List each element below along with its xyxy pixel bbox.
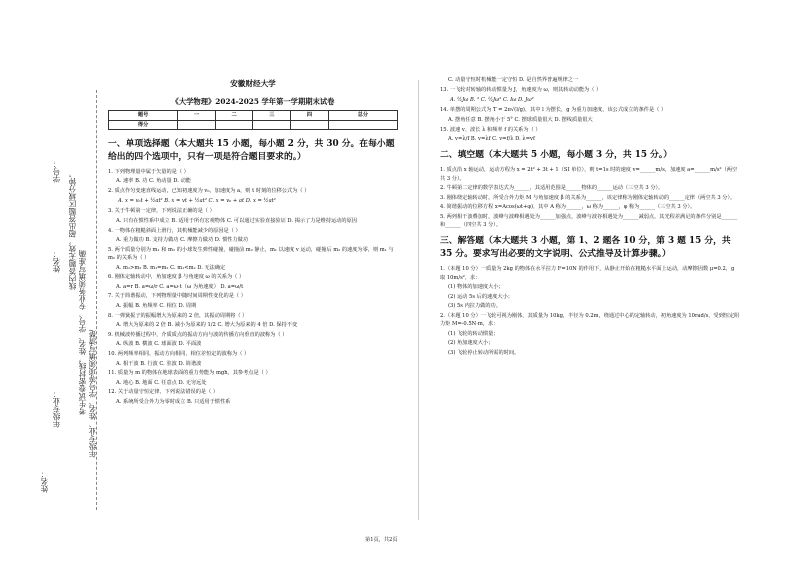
university-name: 安徽财经大学 [230, 79, 276, 88]
problem-part: (2) 角加速度大小； [448, 340, 494, 347]
name-label: 姓名： [52, 250, 61, 273]
fill-item: 5. 两列相干波叠加时，波峰与波峰相遇处为______加强点，波峰与波谷相遇处为______减弱点，其光程差满足的条件分别是______和______（四空共 3 分）。 [440, 213, 738, 229]
score-cell [328, 120, 397, 129]
question-options: A. 地心 B. 地面 C. 任意点 D. 无穷远处 [116, 379, 207, 386]
score-table [108, 110, 398, 129]
seal-line [96, 90, 97, 510]
name-bottom-label: 姓名： [40, 470, 49, 493]
fill-item: 3. 刚体绕定轴转动时，所受合外力矩 M 与角加速度 β 的关系为______，该定律称为刚体定轴转动的______定律（两空共 3 分）。 [440, 194, 736, 201]
question-options: A. 速率 B. 功 C. 角动量 D. 动能 [116, 178, 191, 185]
score-cell [253, 120, 291, 129]
question: 5. 两个质量分别为 m₁ 和 m₂ 的小球发生弹性碰撞，碰撞前 m₂ 静止，m₁ 以速度 v 运动，碰撞后 m₂ 的速度为零，则 m₁ 与 m₂ 的关系为（ ） [108, 246, 394, 261]
problem-part: (3) 5s 内拉力做的功。 [448, 303, 501, 310]
question: 14. 单摆的周期公式为 T = 2π√(l/g)，其中 l 为摆长，g 为重力加速度，该公式成立的条件是（ ） [440, 107, 667, 114]
score-cell [178, 120, 216, 129]
notice-line-2: 考生试卷密封线，姓名、学号、专业务须填写准确 [78, 250, 87, 415]
problem-part: (1) 飞轮的转动惯量； [448, 330, 499, 337]
left-column [108, 80, 398, 407]
notice-line-1: 线内答题无效，超出答题区域分钟， [68, 170, 77, 290]
student-id-label: 学号： [52, 160, 61, 183]
question-options: A. x = v₀t + ½at² B. x = vt + ½at² C. x = v₀ + at D. x = ½at² [118, 198, 276, 205]
section3-heading: 三、解答题（本大题共 3 小题，第 1、2 题各 10 分，第 3 题 15 分，共 35 分。要求写出必要的文字说明、公式推导及计算步骤。） [440, 236, 731, 260]
question: 2. 质点作匀变速直线运动，已知初速度为 v₀，加速度为 a，则 t 时刻的位移公式为（ ） [108, 188, 310, 194]
question: 12. 关于动量守恒定律，下列说法错误的是（ ） [108, 389, 219, 396]
question: 9. 机械波传播过程中，介质质点的振动方向与波的传播方向垂直的波称为（ ） [108, 331, 288, 338]
problem: 1.（本题 10 分）一质量为 2kg 的物体在水平拉力 F=10N 的作用下，从静止开始在粗糙水平面上运动，动摩擦因数 μ=0.2，g 取 10m/s²，求： [440, 266, 735, 281]
question-options: A. 纵波 B. 横波 C. 球面波 D. 平面波 [116, 341, 202, 348]
question: 7. 关于简谐振动，下列物理量中随时间周期性变化的是（ ） [108, 293, 246, 300]
score-cell: 四 [291, 111, 329, 120]
question-options: A. 相干波 B. 行波 C. 驻波 D. 简谐波 [116, 360, 202, 367]
notice-line-3: 年级专业、姓名、学号等项须填写清楚 [88, 330, 97, 458]
question: 6. 刚体定轴转动中，角加速度 β 与角速度 ω 的关系为（ ） [108, 274, 245, 281]
question-options: A. ½Jω B. ² C. ½Jω² C. Iω D. Jω² [450, 97, 534, 104]
score-cell: 一 [178, 111, 216, 120]
section2-heading: 二、填空题（本大题共 5 小题，每小题 3 分，共 15 分。） [440, 150, 672, 161]
question-options: A. m₁>m₂ B. m₁=m₂ C. m₁<m₂ D. 无法确定 [116, 264, 226, 271]
score-cell: 题号 [109, 111, 178, 120]
score-cell [215, 120, 253, 129]
score-cell: 二 [215, 111, 253, 120]
column-divider [418, 80, 419, 520]
problem-part: (1) 物体的加速度大小； [448, 284, 504, 291]
binding-margin [0, 0, 100, 561]
fill-item: 1. 质点沿 x 轴运动，运动方程为 x = 2t² + 3t + 1（SI 单位），则 t=1s 时的速度 v=______m/s，加速度 a=______m/s²（两空共 3 分）。 [440, 167, 738, 182]
question-options: A. 重力做功 B. 支持力做功 C. 摩擦力做功 D. 惯性力做功 [116, 237, 249, 244]
score-cell: 得分 [109, 120, 178, 129]
page-number: 第1页，共2页 [365, 537, 398, 543]
question: 4. 一物体在粗糙斜面上滑行，其机械能减少的原因是（ ） [108, 227, 241, 234]
major-label: 年级专业： [52, 390, 61, 428]
question: 3. 关于牛顿第一定律，下列说法正确的是（ ） [108, 208, 215, 215]
question-options: A. 系统所受合外力为零时成立 B. 只适用于惯性系 [116, 398, 231, 405]
question: 15. 波速 v、波长 λ 和频率 f 的关系为（ ） [440, 126, 541, 133]
question: 11. 质量为 m 的物体在地球表面的重力势能为 mgh，其参考点是（ ） [108, 370, 271, 377]
problem-part: (2) 运动 5s 后的速度大小； [448, 293, 513, 300]
question: 13. 一飞轮对转轴的转动惯量为 J，角速度为 ω，则其转动动能为（ ） [440, 86, 602, 93]
exam-title: 《大学物理》2024-2025 学年第一学期期末试卷 [171, 97, 335, 107]
question: 1. 下列物理量中属于矢量的是（ ） [108, 168, 189, 175]
score-cell: 三 [253, 111, 291, 120]
question-options: C. 动量守恒时机械能一定守恒 D. 是自然界普遍规律之一 [448, 77, 579, 84]
section1-heading: 一、单项选择题（本大题共 15 小题，每小题 2 分，共 30 分。在每小题给出的四个选项中，只有一项是符合题目要求的。） [108, 138, 395, 162]
fill-item: 4. 简谐振动的位移方程 x=Acos(ωt+φ)，其中 A 称为______，ω 称为______，φ 称为______（三空共 3 分）。 [440, 204, 696, 211]
problem-part: (3) 飞轮停止转动所需的时间。 [448, 349, 520, 356]
question-options: A. 增大为原来的 2 倍 B. 减小为原来的 1/2 C. 增大为原来的 4 倍 D. 保持不变 [116, 322, 298, 329]
question-options: A. a=r B. a=ω/r C. a=ω·t（ω 为角速度） D. a=ω/t [116, 283, 244, 290]
question: 8. 一弹簧振子的振幅增大为原来的 2 倍，其振动周期将（ ） [108, 312, 248, 319]
right-column [440, 75, 740, 359]
score-cell [291, 120, 329, 129]
problem: 2.（本题 10 分）一飞轮可视为刚体，其质量为 10kg，半径为 0.2m，绕通过中心的定轴转动，初角速度为 10rad/s，受到恒定阻力矩 M=-0.5N·m，求： [440, 312, 740, 328]
fill-item: 2. 牛顿第二定律的数学表达式为______，其适用范围是______物体的______运动（三空共 3 分）。 [440, 185, 664, 192]
question-options: A. v=λ/f B. v=λf C. v=f/λ D. λ=vf [448, 136, 535, 143]
question: 10. 两列频率相同、振动方向相同、相位差恒定的波称为（ ） [108, 350, 250, 357]
score-cell: 总分 [328, 111, 397, 120]
question-options: A. 只有在惯性系中成立 B. 适用于所有宏观物体 C. 可以通过实验直接验证 D. 揭示了力是维持运动的原因 [116, 218, 357, 224]
question-options: A. 摆角任意 B. 摆角小于 5° C. 摆球质量很大 D. 摆线质量很大 [448, 116, 593, 123]
question-options: A. 振幅 B. 角频率 C. 相位 D. 周期 [116, 302, 197, 309]
